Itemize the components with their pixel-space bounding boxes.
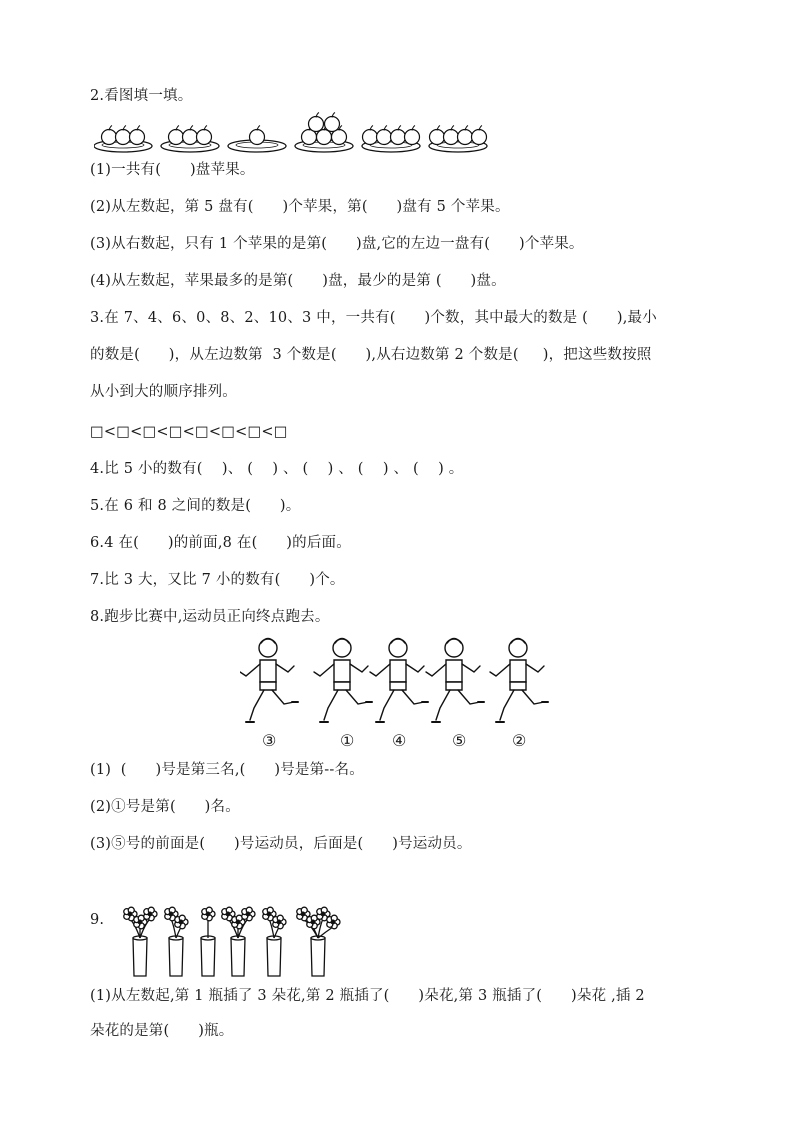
apple-icon bbox=[391, 126, 406, 145]
q2-item-1: (1)一共有( )盘苹果。 bbox=[90, 162, 255, 178]
apple-icon bbox=[250, 126, 265, 145]
runner-number-labels bbox=[240, 731, 560, 753]
runner-figure bbox=[314, 639, 372, 723]
apple-icon bbox=[363, 126, 378, 145]
apple-icon bbox=[102, 126, 117, 145]
apple-icon bbox=[309, 113, 324, 132]
q8-item-1: (1) ( )号是第三名,( )号是第--名。 bbox=[90, 762, 364, 778]
flower-vase bbox=[222, 907, 255, 976]
runner-figure bbox=[240, 639, 298, 723]
q5-text: 5.在 6 和 8 之间的数是( )。 bbox=[90, 498, 301, 514]
apple-icon bbox=[169, 126, 184, 145]
q8-item-3: (3)⑤号的前面是( )号运动员，后面是( )号运动员。 bbox=[90, 836, 472, 852]
flower-vase bbox=[263, 907, 286, 976]
q4-text: 4.比 5 小的数有( )、 ( ) 、 ( ) 、 ( ) 、 ( ) 。 bbox=[90, 461, 464, 477]
q9-item-1-line-2: 朵花的是第( )瓶。 bbox=[90, 1023, 234, 1039]
q6-text: 6.4 在( )的前面,8 在( )的后面。 bbox=[90, 535, 351, 551]
q2-item-4: (4)从左数起，苹果最多的是第( )盘，最少的是第 ( )盘。 bbox=[90, 273, 506, 289]
apple-icon bbox=[183, 126, 198, 145]
flower-vase bbox=[297, 907, 340, 976]
q2-heading: 2.看图填一填。 bbox=[90, 88, 193, 104]
apple-icon bbox=[377, 126, 392, 145]
runner-number: ⑤ bbox=[452, 731, 467, 750]
apple-icon bbox=[116, 126, 131, 145]
apple-plate bbox=[429, 126, 487, 153]
flower-vase bbox=[201, 907, 215, 976]
runner-number: ③ bbox=[262, 731, 277, 750]
q7-text: 7.比 3 大，又比 7 小的数有( )个。 bbox=[90, 572, 345, 588]
apple-plate bbox=[94, 126, 152, 153]
runner-number: ② bbox=[512, 731, 527, 750]
q2-item-2: (2)从左数起，第 5 盘有( )个苹果，第( )盘有 5 个苹果。 bbox=[90, 199, 510, 215]
runner-number: ④ bbox=[392, 731, 407, 750]
flower-icon bbox=[175, 915, 188, 938]
apple-plate bbox=[161, 126, 219, 153]
apple-plates-illustration bbox=[94, 110, 514, 158]
q3-answer-boxes: □<□<□<□<□<□<□<□ bbox=[90, 424, 288, 440]
q3-line-1: 3.在 7、4、6、0、8、2、10、3 中，一共有( )个数，其中最大的数是 ( ),最小 bbox=[90, 310, 657, 326]
apple-icon bbox=[458, 126, 473, 145]
q8-heading: 8.跑步比赛中,运动员正向终点跑去。 bbox=[90, 609, 330, 625]
runners-illustration bbox=[240, 630, 560, 730]
apple-icon bbox=[197, 126, 212, 145]
flower-icon bbox=[202, 907, 215, 938]
apple-icon bbox=[430, 126, 445, 145]
q9-label: 9. bbox=[90, 912, 105, 928]
apple-icon bbox=[444, 126, 459, 145]
flower-vases-illustration bbox=[112, 900, 352, 980]
q3-line-3: 从小到大的顺序排列。 bbox=[90, 384, 237, 400]
apple-plate bbox=[228, 126, 286, 153]
apple-plate bbox=[295, 113, 353, 153]
flower-vase bbox=[124, 907, 157, 976]
apple-icon bbox=[405, 126, 420, 145]
q3-line-2: 的数是( )，从左边数第 3 个数是( ),从右边数第 2 个数是( )，把这些数按照 bbox=[90, 347, 652, 363]
apple-plate bbox=[362, 126, 420, 153]
runner-figure bbox=[490, 639, 548, 723]
apple-icon bbox=[325, 113, 340, 132]
runner-number: ① bbox=[340, 731, 355, 750]
apple-icon bbox=[130, 126, 145, 145]
runner-figure bbox=[426, 639, 484, 723]
q9-item-1-line-1: (1)从左数起,第 1 瓶插了 3 朵花,第 2 瓶插了( )朵花,第 3 瓶插了( )朵花 ,插 2 bbox=[90, 988, 645, 1004]
q8-item-2: (2)①号是第( )名。 bbox=[90, 799, 240, 815]
apple-icon bbox=[472, 126, 487, 145]
flower-icon bbox=[273, 915, 286, 938]
q2-item-3: (3)从右数起，只有 1 个苹果的是第( )盘,它的左边一盘有( )个苹果。 bbox=[90, 236, 584, 252]
runner-figure bbox=[370, 639, 428, 723]
flower-vase bbox=[165, 907, 188, 976]
